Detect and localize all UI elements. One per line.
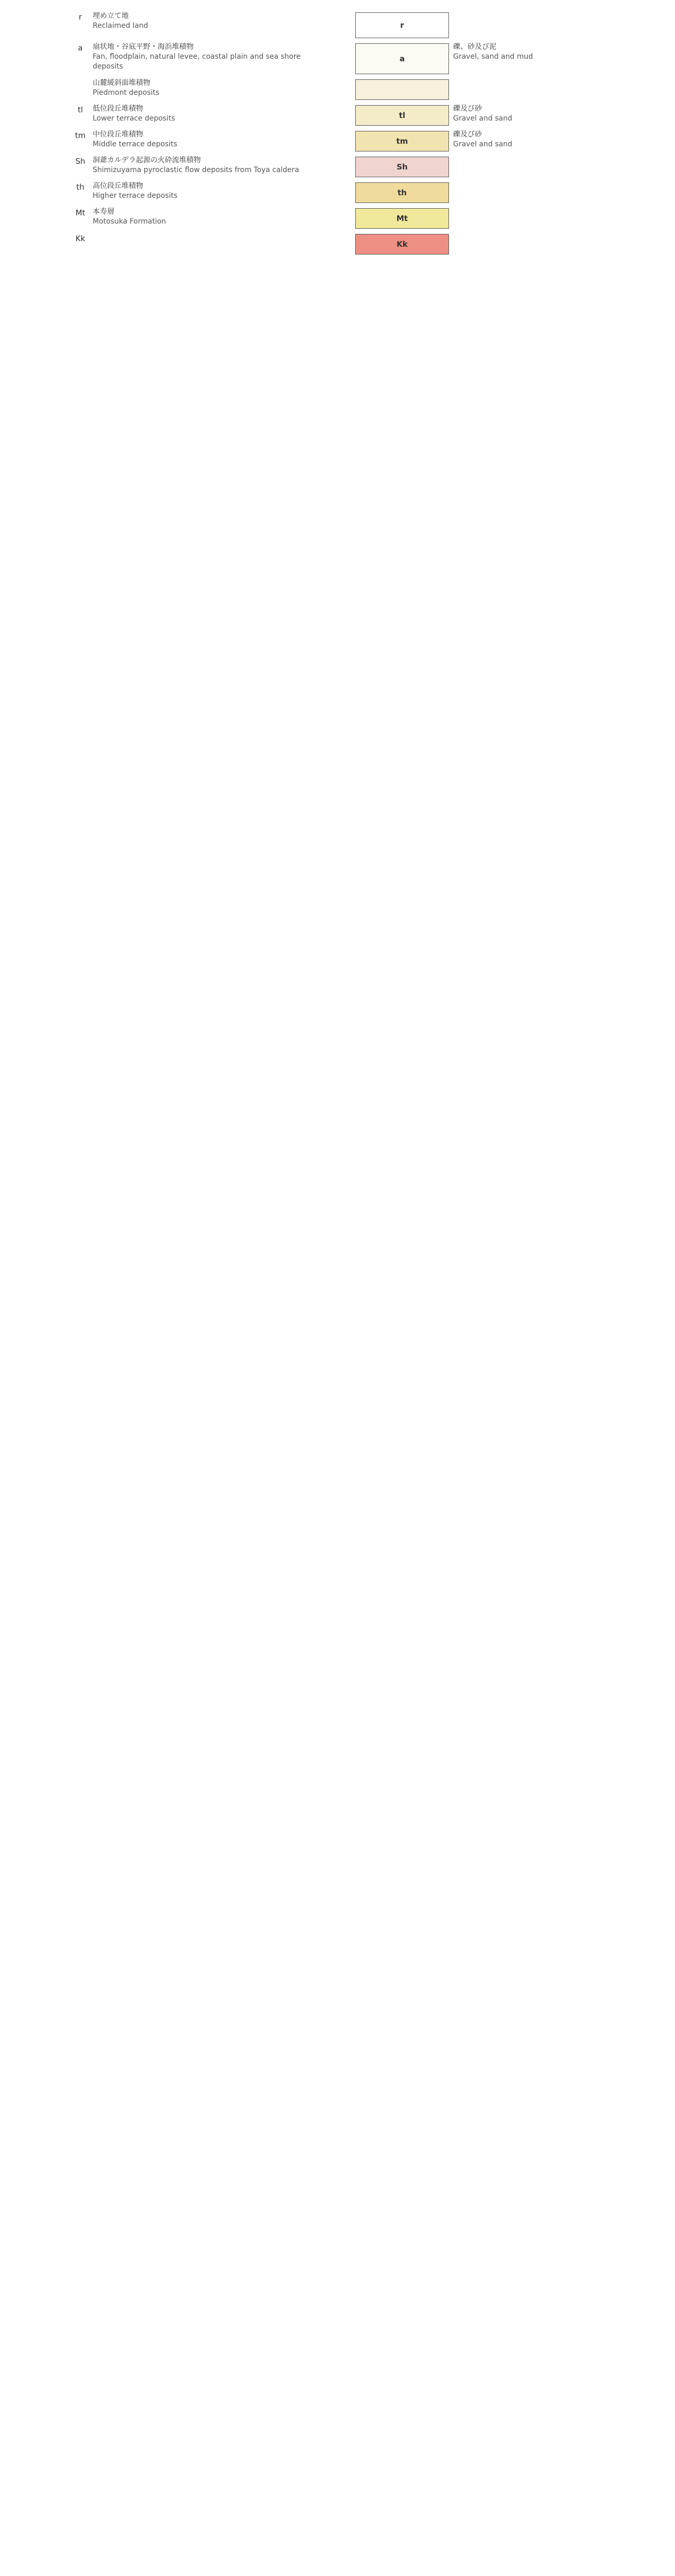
legend-row — [0, 10, 675, 41]
unit-name — [93, 130, 319, 149]
unit-swatch — [355, 79, 449, 100]
unit-name-en: Reclaimed land — [93, 21, 148, 30]
unit-name-en: Lower terrace deposits — [93, 114, 176, 123]
unit-name-ja: 中位段丘堆積物 — [93, 130, 143, 139]
unit-description-ja: 礫及び砂 — [453, 105, 482, 113]
unit-swatch: r — [355, 12, 449, 38]
legend-row — [0, 180, 675, 206]
unit-name-en: Motosuka Formation — [93, 217, 166, 226]
unit-name-en: Fan, floodplain, natural levee, coastal plain and sea shore deposits — [93, 52, 301, 71]
unit-swatch: a — [355, 43, 449, 74]
unit-name-en: Shimizuyama pyroclastic flow deposits from Toya caldera — [93, 165, 299, 174]
unit-swatch: tl — [355, 105, 449, 126]
unit-swatch: Sh — [355, 157, 449, 177]
unit-name-ja: 扇状地・谷底平野・海浜堆積物 — [93, 43, 194, 51]
unit-name — [93, 78, 319, 98]
unit-name-ja: 洞爺カルデラ起源の火砕流堆積物 — [93, 156, 201, 164]
legend-row — [0, 41, 675, 77]
unit-description — [453, 104, 669, 124]
unit-symbol: a — [78, 43, 83, 53]
unit-description — [453, 130, 669, 149]
unit-description-en: Gravel, sand and mud — [453, 52, 533, 61]
legend-row — [0, 232, 675, 258]
unit-symbol: Mt — [75, 208, 85, 217]
unit-name-ja: 低位段丘堆積物 — [93, 105, 143, 113]
unit-name-ja: 高位段丘堆積物 — [93, 182, 143, 190]
unit-swatch: th — [355, 182, 449, 203]
legend-row — [0, 103, 675, 129]
unit-name — [93, 207, 319, 227]
unit-symbol: Kk — [75, 234, 85, 243]
unit-swatch: Kk — [355, 234, 449, 255]
unit-symbol: tl — [77, 105, 83, 114]
unit-description-en: Gravel and sand — [453, 114, 512, 123]
unit-description-ja: 礫、砂及び泥 — [453, 43, 496, 51]
unit-name — [93, 156, 319, 175]
unit-description-en: Gravel and sand — [453, 140, 512, 148]
legend-row — [0, 77, 675, 103]
unit-description-ja: 礫及び砂 — [453, 130, 482, 139]
unit-name-en: Middle terrace deposits — [93, 140, 178, 148]
unit-name — [93, 11, 319, 31]
unit-symbol: r — [78, 12, 82, 22]
unit-description — [453, 42, 669, 62]
unit-name-ja: 本寿層 — [93, 208, 114, 216]
unit-swatch: Mt — [355, 208, 449, 229]
legend-row — [0, 206, 675, 232]
unit-name-ja: 山麓緩斜面堆積物 — [93, 79, 150, 87]
legend-row — [0, 129, 675, 155]
unit-name — [93, 181, 319, 201]
unit-swatch: tm — [355, 131, 449, 151]
unit-name-en: Higher terrace deposits — [93, 191, 178, 200]
unit-symbol: Sh — [75, 157, 85, 166]
unit-name — [93, 104, 319, 124]
legend-row — [0, 155, 675, 180]
unit-symbol: tm — [75, 131, 86, 140]
unit-name-ja: 埋め立て地 — [93, 12, 129, 20]
unit-name — [93, 42, 319, 72]
unit-name-en: Piedmont deposits — [93, 88, 160, 97]
unit-symbol: th — [76, 182, 84, 192]
